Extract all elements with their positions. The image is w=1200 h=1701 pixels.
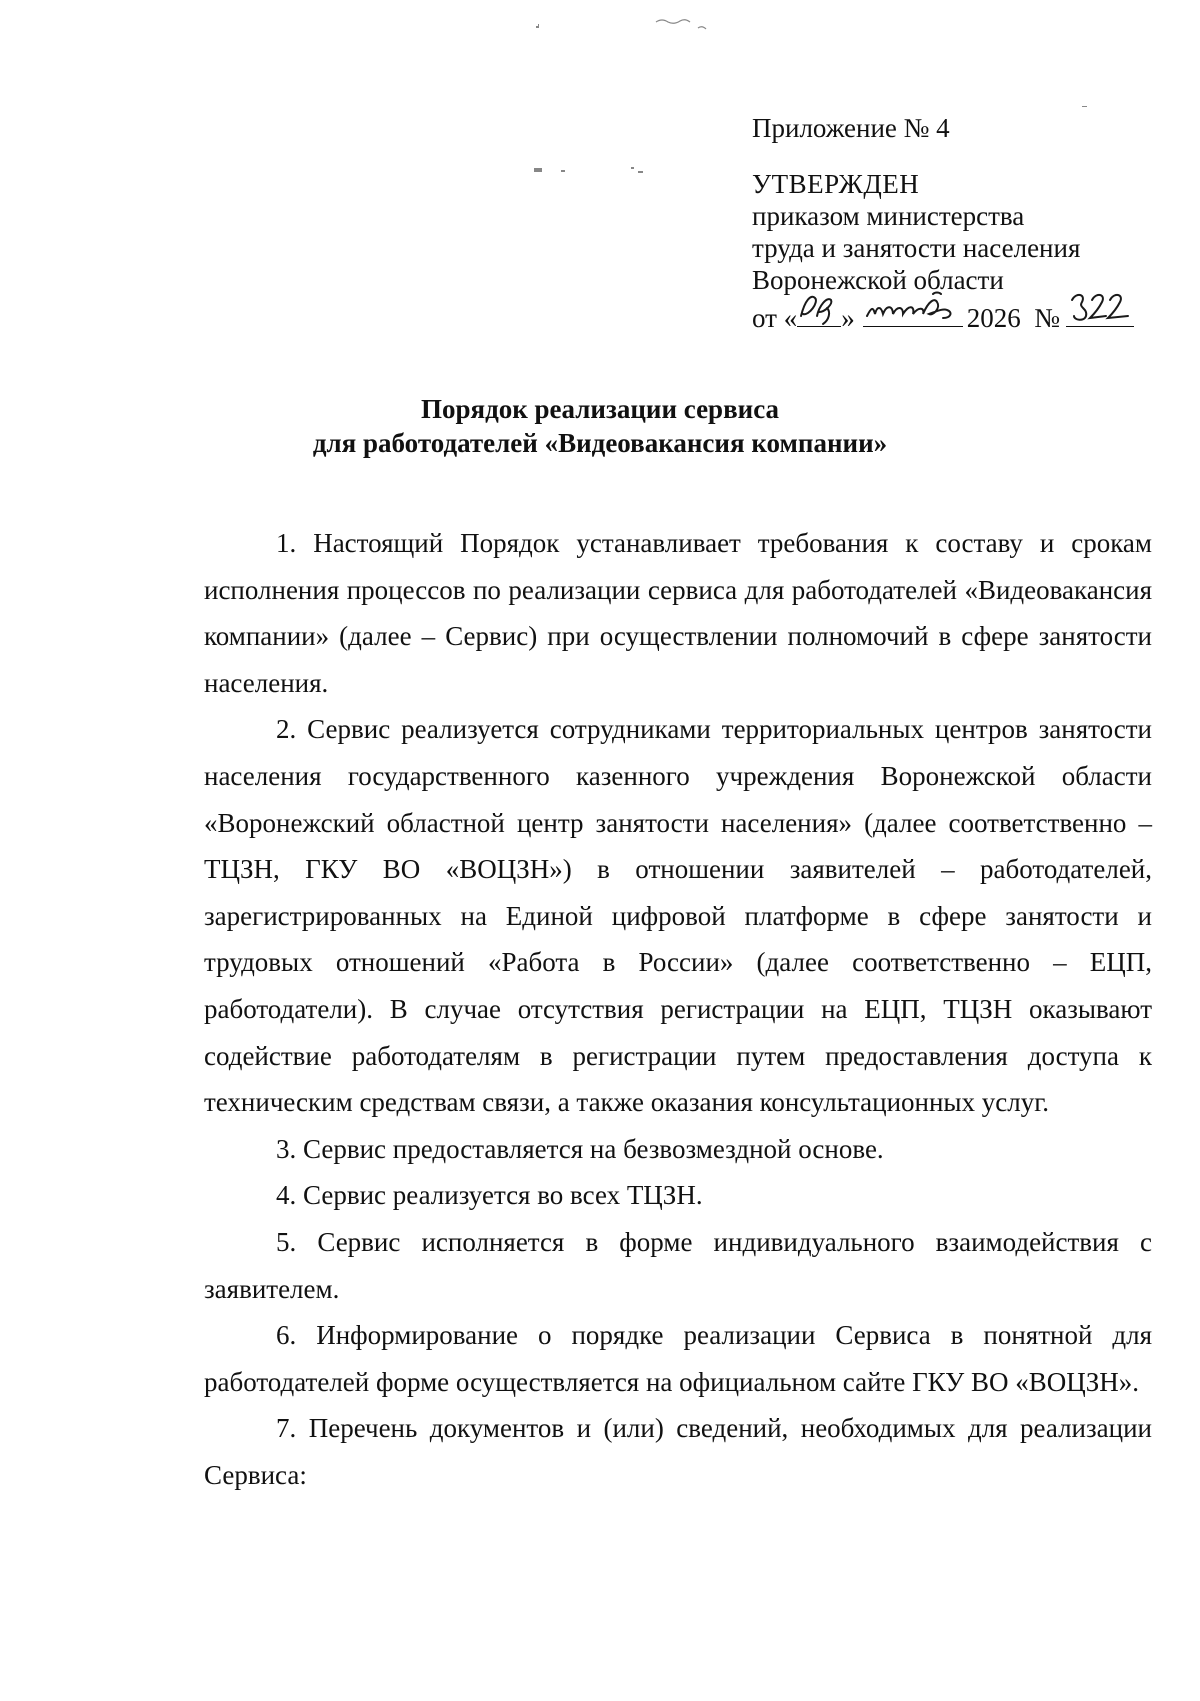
date-quote-close: » (841, 303, 855, 333)
number-sign: № (1034, 303, 1060, 333)
document-title (0, 392, 1200, 460)
approval-line-1: приказом министерства (752, 201, 1025, 231)
paragraph-2: 2. Сервис реализуется сотрудниками территориальных центров занятости населения государственного казенного учреждения Воронежской области «Воронежский областной центр занятости населения» (далее соответственно – ТЦЗН, ГКУ ВО «ВОЦЗН») в отношении заявителей – работодателей, зарегистрированных на Единой цифровой платформе в сфере занятости и трудовых отношений «Работа в России» (далее соответственно – ЕЦП, работодатели). В случае отсутствия регистрации на ЕЦП, ТЦЗН оказывают содействие работодателям в регистрации путем предоставления доступа к техническим средствам связи, а также оказания консультационных услуг. (204, 714, 1152, 1118)
paragraph-5: 5. Сервис исполняется в форме индивидуального взаимодействия с заявителем. (204, 1226, 1152, 1304)
paragraph-1: 1. Настоящий Порядок устанавливает требования к составу и срокам исполнения процессов по реализации сервиса для работодателей «Видеовакансия компании» (далее – Сервис) при осуществлении полномочий в сфере занятости населения. (204, 528, 1152, 698)
order-date-line (752, 296, 1172, 334)
paragraph-4: 4. Сервис реализуется во всех ТЦЗН. (276, 1180, 703, 1211)
paragraph-6: 6. Информирование о порядке реализации Сервиса в понятной для работодателей форме осуществляется на официальном сайте ГКУ ВО «ВОЦЗН». (204, 1320, 1152, 1397)
appendix-number: Приложение № 4 (752, 113, 950, 143)
approval-line-3: Воронежской области (752, 265, 1004, 295)
title-line-2: для работодателей «Видеовакансия компании» (312, 428, 888, 458)
approved-label: УТВЕРЖДЕН (752, 169, 920, 199)
paragraph-3: 3. Сервис предоставляется на безвозмездной основе. (276, 1133, 884, 1164)
handwritten-month (863, 296, 963, 327)
handwritten-day-mark (797, 286, 841, 326)
approval-line-2: труда и занятости населения (752, 233, 1081, 263)
handwritten-month-mark (863, 286, 963, 326)
title-line-1: Порядок реализации сервиса (420, 394, 780, 424)
paragraph-7: 7. Перечень документов и (или) сведений, необходимых для реализации Сервиса: (204, 1413, 1152, 1490)
handwritten-day (797, 296, 841, 327)
approval-header (752, 112, 1172, 334)
document-body (204, 520, 1152, 1498)
handwritten-order-number (1066, 296, 1134, 327)
handwritten-number-mark (1066, 286, 1134, 326)
date-prefix: от « (752, 303, 798, 333)
date-year: 2026 (966, 303, 1021, 333)
